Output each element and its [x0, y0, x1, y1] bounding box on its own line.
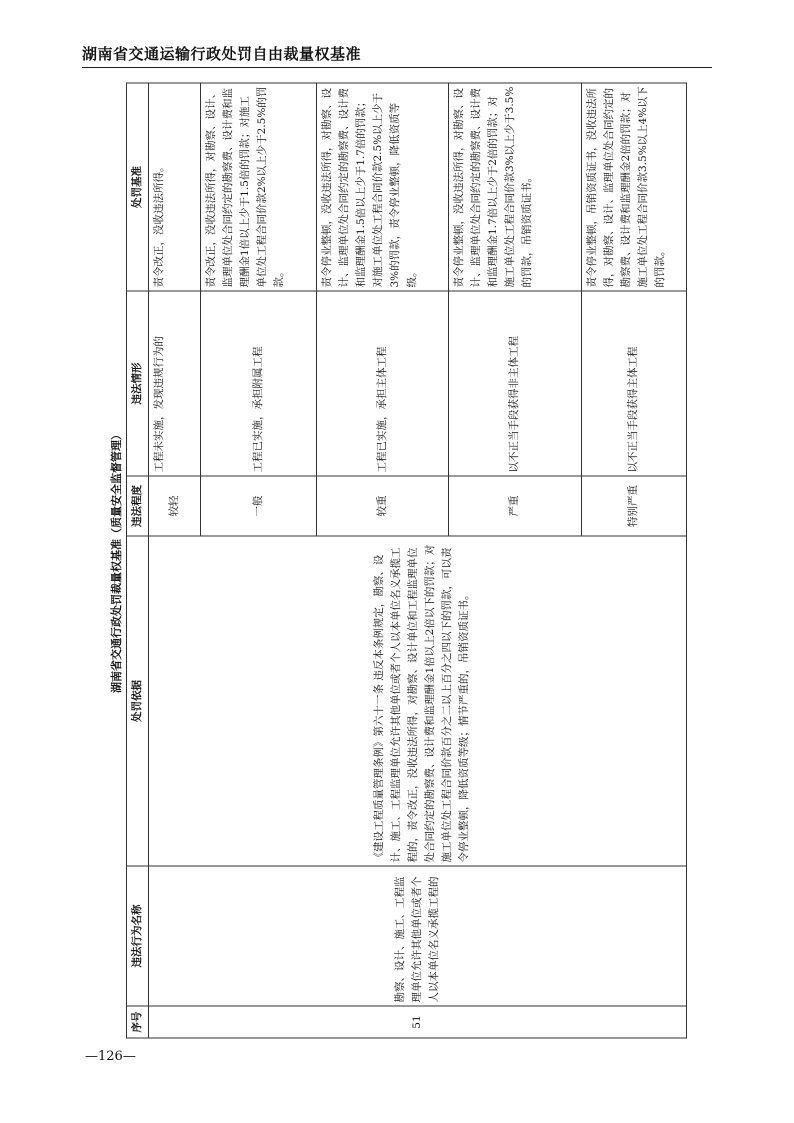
col-header-violation-name: 违法行为名称: [127, 866, 149, 1006]
col-header-basis: 处罚依据: [127, 536, 149, 866]
header-rule: [82, 67, 712, 68]
violation-name: 勘察、设计、施工、工程监理单位允许其他单位或者个人以本单位名义承揽工程的: [149, 866, 687, 1006]
penalty-cell: 责令停业整顿，吊销资质证书，没收违法所得，对勘察、设计、监理单位处合同约定的勘察费、设计费和监理酬金2倍的罚款；对施工单位处工程合同价款3.5%以上4%以下的罚款。: [581, 83, 686, 291]
penalty-cell: 责令停业整顿，没收违法所得，对勘察、设计、监理单位处合同约定的勘察费、设计费和监理酬金1.7倍以上少于2倍的罚款；对施工单位处工程合同价款3%以上少于3.5%的罚款，吊销资质证书。: [449, 83, 581, 291]
running-header-title: 湖南省交通运输行政处罚自由裁量权基准: [82, 45, 362, 63]
penalty-cell: 责令停业整顿，没收违法所得，对勘察、设计、监理单位处合同约定的勘察费、设计费和监理酬金1.5倍以上少于1.7倍的罚款；对施工单位处工程合同价款2.5%以上少于3%的罚款，责令停业整顿，降低资质等级。: [316, 83, 448, 291]
col-header-degree: 违法程度: [127, 476, 149, 536]
table-caption: 湖南省交通行政处罚裁量权基准（质量安全监督管理）: [110, 429, 123, 693]
degree-cell: 一般: [201, 476, 316, 536]
table-header-row: [127, 83, 149, 1038]
circumstance-cell: 工程已实施，承担附属工程: [201, 291, 316, 476]
penalty-cell: 责令改正，没收违法所得。: [149, 83, 201, 291]
penalty-standard-table: [126, 83, 687, 1039]
penalty-cell: 责令改正，没收违法所得，对勘察、设计、监理单位处合同约定的勘察费、设计费和监理酬金1倍以上少于1.5倍的罚款；对施工单位处工程合同价款2%以上少于2.5%的罚款。: [201, 83, 316, 291]
degree-cell: 特别严重: [581, 476, 686, 536]
col-header-number: 序号: [127, 1006, 149, 1038]
degree-cell: 较重: [316, 476, 448, 536]
circumstance-cell: 以不正当手段获得主体工程: [581, 291, 686, 476]
circumstance-cell: 工程未实施，发现违规行为的: [149, 291, 201, 476]
penalty-basis: 《建设工程质量管理条例》第六十一条 违反本条例规定，勘察、设计、施工、工程监理单位允许其他单位或者个人以本单位名义承揽工程的，责令改正，没收违法所得，对勘察、设计单位和工程监理单位处合同约定的勘察费、设计费和监理酬金1倍以上2倍以下的罚款；对施工单位处工程合同价款百分之二以上百分之四以下的罚款，可以责令停业整顿，降低资质等级；情节严重的，吊销资质证书。: [149, 536, 687, 866]
degree-cell: 较轻: [149, 476, 201, 536]
circumstance-cell: 以不正当手段获得非主体工程: [449, 291, 581, 476]
table-row: [149, 83, 201, 1038]
circumstance-cell: 工程已实施，承担主体工程: [316, 291, 448, 476]
row-number: 51: [149, 1006, 687, 1038]
col-header-circumstance: 违法情形: [127, 291, 149, 476]
rotated-table-container: [107, 84, 687, 1039]
page-number: —126—: [85, 1049, 136, 1064]
degree-cell: 严重: [449, 476, 581, 536]
col-header-penalty: 处罚基准: [127, 83, 149, 291]
